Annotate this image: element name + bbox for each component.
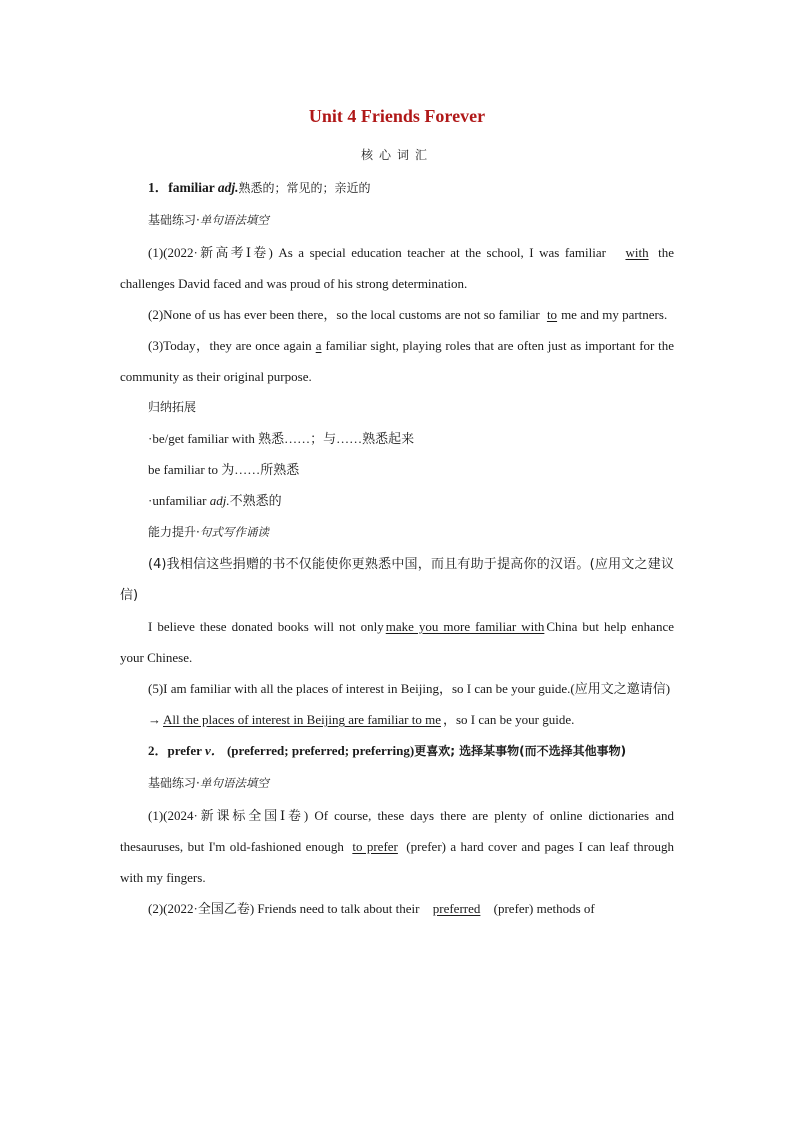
answer-blank: make you more familiar with (385, 619, 545, 634)
expand-label: 归纳拓展 (148, 400, 197, 414)
answer-blank: preferred (432, 901, 481, 916)
label-sub: 单句语法填空 (199, 776, 269, 790)
question-text: (prefer) a hard cover and pages I can leaf through with my fingers. (120, 839, 675, 885)
question-text: (prefer) methods of (493, 901, 595, 916)
entry-meaning: 更喜欢; 选择某事物(而不选择其他事物) (414, 744, 627, 758)
question-5: (5)I am familiar with all the places of interest in Beijing，so I can be your guide.(应用文之邀请信) (148, 681, 671, 696)
expand-item-2: be familiar to 为……所熟悉 (148, 462, 300, 477)
question-text: me and my partners. (561, 307, 668, 322)
expand-item-3 (120, 485, 674, 516)
question-text: (3)Today，they are once again (148, 338, 312, 353)
question-1 (120, 237, 674, 299)
question-text: familiar sight, playing roles that are often just as important for the community as their original purpose. (120, 338, 674, 384)
question-text: China but help enhance your Chinese. (120, 619, 674, 665)
entry-heading-prefer (120, 735, 674, 767)
entry-pos: v． (204, 743, 224, 758)
question-text: (1)(2024·新课标全国Ⅰ卷) Of course, these days there are plenty of online dictionaries and thesauruses, but I'm old-fashioned enough (120, 808, 674, 854)
question-3 (120, 330, 674, 392)
expand-item-1: ·be/get familiar with 熟悉……；与……熟悉起来 (148, 431, 415, 446)
question-4-english (120, 611, 674, 673)
expand-pos: adj. (209, 493, 230, 508)
ability-label (120, 516, 674, 549)
question-5-rewrite (120, 704, 674, 735)
question-text: the challenges David faced and was proud of his strong determination. (120, 245, 675, 291)
question-2 (120, 299, 674, 330)
question-text: ，so I can be your guide. (442, 712, 575, 727)
question-text: I believe these donated books will not only (148, 619, 384, 634)
question-2-1 (120, 800, 674, 893)
entry-word: familiar (168, 180, 215, 195)
label-main: 基础练习· (148, 213, 200, 227)
entry-heading-familiar (120, 172, 674, 204)
question-text: (2)None of us has ever been there，so the local customs are not so familiar (148, 307, 540, 322)
entry-pos: adj. (217, 180, 239, 195)
label-main: 能力提升· (148, 525, 200, 539)
expand-text: 不熟悉的 (229, 493, 282, 508)
answer-blank: with (625, 245, 649, 260)
answer-blank: All the places of interest in Beijing are familiar to me (163, 712, 441, 727)
label-sub: 句式写作诵读 (199, 525, 269, 539)
basic-practice-label-2 (120, 767, 674, 800)
page-title: Unit 4 Friends Forever (308, 106, 486, 126)
basic-practice-label (120, 204, 674, 237)
entry-number: 2． (148, 743, 168, 758)
label-main: 基础练习· (148, 776, 200, 790)
arrow-icon: → (148, 712, 161, 727)
section-subtitle: 核心词汇 (360, 148, 433, 162)
entry-meaning: 熟悉的；常见的；亲近的 (238, 181, 371, 195)
question-text: (2)(2022·全国乙卷) Friends need to talk about their (148, 901, 420, 916)
answer-blank: to prefer (352, 839, 398, 854)
question-text: (1)(2022·新高考Ⅰ卷) As a special education teacher at the school, I was familiar (148, 245, 606, 260)
entry-word: prefer (167, 743, 202, 758)
entry-forms: (preferred; preferred; preferring) (226, 743, 415, 758)
answer-blank: a (315, 338, 322, 353)
question-4-chinese: (4)我相信这些捐赠的书不仅能使你更熟悉中国，而且有助于提高你的汉语。(应用文之建议信) (120, 557, 674, 603)
question-2-2 (120, 893, 674, 924)
expand-text: ·unfamiliar (148, 493, 210, 508)
label-sub: 单句语法填空 (199, 213, 269, 227)
entry-number: 1． (148, 180, 169, 195)
document-body (120, 172, 674, 924)
answer-blank: to (546, 307, 558, 322)
